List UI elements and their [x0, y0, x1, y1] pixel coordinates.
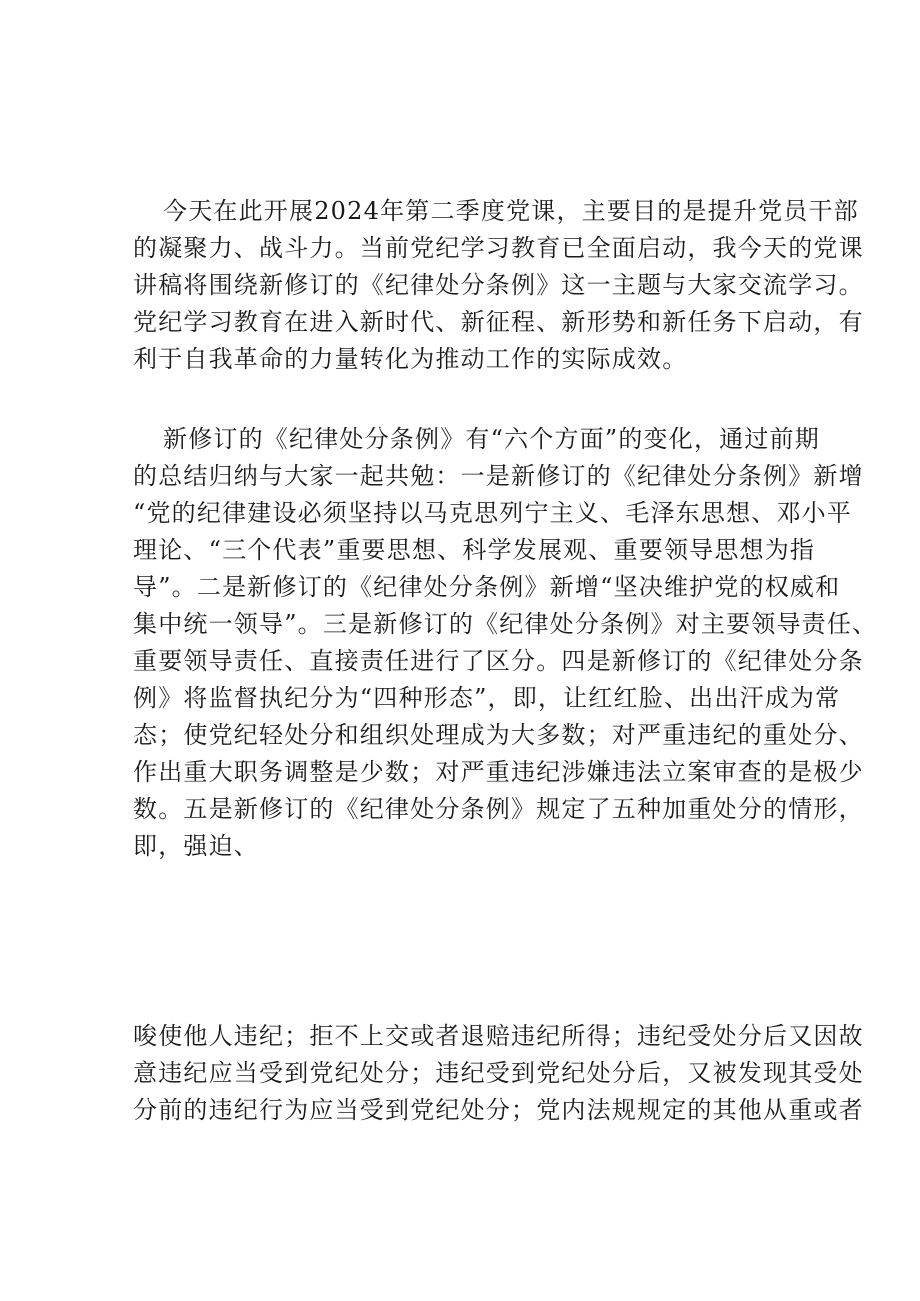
text-line: 新修订的《纪律处分条例》有“六个方面”的变化，通过前期: [163, 425, 820, 453]
text-line: 例》将监督执纪分为“四种形态”，即，让红红脸、出出汗成为常: [133, 684, 841, 712]
text-line: 分前的违纪行为应当受到党纪处分；党内法规规定的其他从重或者: [133, 1096, 864, 1124]
text-line: 作出重大职务调整是少数；对严重违纪涉嫌违法立案审查的是极少: [133, 758, 864, 786]
text-line: 唆使他人违纪；拒不上交或者退赔违纪所得；违纪受处分后又因故: [133, 1022, 864, 1050]
text-line: 集中统一领导”。三是新修订的《纪律处分条例》对主要领导责任、: [133, 610, 878, 638]
text-line: 意违纪应当受到党纪处分；违纪受到党纪处分后，又被发现其受处: [133, 1059, 864, 1087]
text-line: 导”。二是新修订的《纪律处分条例》新增“坚决维护党的权威和: [133, 573, 841, 601]
text-line: 的凝聚力、战斗力。当前党纪学习教育已全面启动，我今天的党课: [133, 234, 864, 262]
text-line: 党纪学习教育在进入新时代、新征程、新形势和新任务下启动，有: [133, 308, 864, 336]
text-line: 数。五是新修订的《纪律处分条例》规定了五种加重处分的情形，: [133, 795, 864, 823]
text-line: 利于自我革命的力量转化为推动工作的实际成效。: [133, 345, 688, 373]
text-line: 今天在此开展2024年第二季度党课，主要目的是提升党员干部: [163, 197, 859, 225]
text-line: 重要领导责任、直接责任进行了区分。四是新修订的《纪律处分条: [133, 647, 864, 675]
text-line: 理论、“三个代表”重要思想、科学发展观、重要领导思想为指: [133, 536, 816, 564]
text-line: 即，强迫、: [133, 832, 259, 860]
paragraph-continuation: [133, 1018, 864, 1129]
text-line: 态；使党纪轻处分和组织处理成为大多数；对严重违纪的重处分、: [133, 721, 864, 749]
text-line: 讲稿将围绕新修订的《纪律处分条例》这一主题与大家交流学习。: [133, 271, 864, 299]
paragraph-six-changes: [133, 421, 878, 865]
text-line: “党的纪律建设必须坚持以马克思列宁主义、毛泽东思想、邓小平: [133, 499, 853, 527]
text-line: 的总结归纳与大家一起共勉：一是新修订的《纪律处分条例》新增: [133, 462, 864, 490]
paragraph-intro: [133, 193, 864, 378]
